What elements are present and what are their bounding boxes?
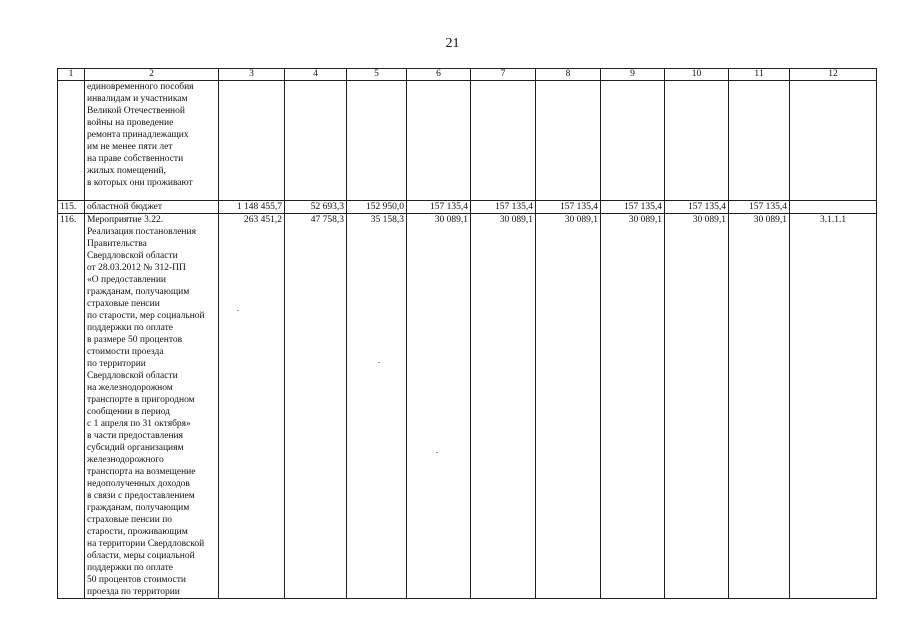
- value-cell: [219, 81, 285, 201]
- description-line: на праве собственности: [87, 154, 184, 164]
- description-line: по старости, мер социальной: [87, 311, 205, 321]
- description-line: Свердловской области: [87, 251, 178, 261]
- description-line: Свердловской области: [87, 371, 178, 381]
- description-line: транспорта на возмещение: [87, 467, 196, 477]
- description-line: войны на проведение: [87, 118, 174, 128]
- value-cell: [471, 81, 536, 201]
- row-number-cell: 115.: [58, 201, 85, 214]
- description-line: транспорте в пригородном: [87, 395, 195, 405]
- scan-speck: [378, 362, 380, 363]
- page-number: 21: [445, 36, 460, 51]
- column-header: 10: [665, 69, 729, 81]
- description-cell: [85, 81, 219, 201]
- column-header: 1: [58, 69, 85, 81]
- column-header: 12: [790, 69, 877, 81]
- value-cell: 157 135,4: [407, 201, 471, 214]
- description-line: на железнодорожном: [87, 383, 173, 393]
- description-line: ремонта принадлежащих: [87, 130, 189, 140]
- description-line: страховые пенсии: [87, 299, 160, 309]
- description-line: Мероприятие 3.22.: [87, 215, 164, 225]
- description-line: гражданам, получающим: [87, 287, 190, 297]
- table-row-116: [58, 214, 877, 599]
- value-cell: 35 158,3: [347, 214, 407, 599]
- value-cell: 30 089,1: [536, 214, 601, 599]
- description-line: инвалидам и участникам: [87, 94, 188, 104]
- value-cell: 157 135,4: [665, 201, 729, 214]
- description-line: по территории: [87, 359, 146, 369]
- description-line: на территории Свердловской: [87, 539, 205, 549]
- row-number-cell: [58, 81, 85, 201]
- column-header: 11: [729, 69, 790, 81]
- table-row-115: [58, 201, 877, 214]
- description-line: в которых они проживают: [87, 178, 193, 188]
- column-header: 2: [85, 69, 219, 81]
- description-line: старости, проживающим: [87, 527, 188, 537]
- value-cell: 52 693,3: [285, 201, 347, 214]
- code-cell: [790, 81, 877, 201]
- column-header: 8: [536, 69, 601, 81]
- code-cell: [790, 201, 877, 214]
- value-cell: [347, 81, 407, 201]
- value-cell: 30 089,1: [471, 214, 536, 599]
- column-header: 4: [285, 69, 347, 81]
- description-line: в размере 50 процентов: [87, 335, 183, 345]
- description-line: недополученных доходов: [87, 479, 190, 489]
- value-cell: 157 135,4: [536, 201, 601, 214]
- value-cell: [536, 81, 601, 201]
- column-header: 5: [347, 69, 407, 81]
- description-line: стоимости проезда: [87, 347, 164, 357]
- value-cell: 157 135,4: [471, 201, 536, 214]
- description-line: с 1 апреля по 31 октября»: [87, 419, 191, 429]
- value-cell: [601, 81, 665, 201]
- description-line: железнодорожного: [87, 455, 164, 465]
- description-line: гражданам, получающим: [87, 503, 190, 513]
- value-cell: 157 135,4: [601, 201, 665, 214]
- value-cell: 47 758,3: [285, 214, 347, 599]
- description-line: поддержки по оплате: [87, 323, 173, 333]
- description-cell: областной бюджет: [85, 201, 219, 214]
- code-cell: 3.1.1.1: [790, 214, 877, 599]
- description-line: от 28.03.2012 № 312-ПП: [87, 263, 186, 273]
- value-cell: [665, 81, 729, 201]
- description-line: «О предоставлении: [87, 275, 167, 285]
- description-line: в связи с предоставлением: [87, 491, 195, 501]
- description-line: проезда по территории: [87, 587, 180, 597]
- description-line: единовременного пособия: [87, 82, 194, 92]
- description-line: Великой Отечественной: [87, 106, 185, 116]
- description-cell: [85, 214, 219, 599]
- scan-speck: [237, 310, 239, 311]
- column-header: 7: [471, 69, 536, 81]
- description-line: субсидий организациям: [87, 443, 184, 453]
- budget-table: [57, 68, 877, 599]
- description-line: жилых помещений,: [87, 166, 166, 176]
- description-line: в части предоставления: [87, 431, 183, 441]
- description-line: Правительства: [87, 239, 147, 249]
- table-row-continuation: [58, 81, 877, 201]
- description-line: страховые пенсии по: [87, 515, 173, 525]
- value-cell: 157 135,4: [729, 201, 790, 214]
- row-number-cell: 116.: [58, 214, 85, 599]
- value-cell: [729, 81, 790, 201]
- column-header: 6: [407, 69, 471, 81]
- value-cell: 263 451,2: [219, 214, 285, 599]
- description-line: сообщении в период: [87, 407, 171, 417]
- scan-speck: [436, 452, 438, 453]
- value-cell: 152 950,0: [347, 201, 407, 214]
- column-header: 3: [219, 69, 285, 81]
- value-cell: 30 089,1: [407, 214, 471, 599]
- column-header-row: [58, 69, 877, 81]
- value-cell: 30 089,1: [665, 214, 729, 599]
- description-line: Реализация постановления: [87, 227, 196, 237]
- description-line: поддержки по оплате: [87, 563, 173, 573]
- value-cell: [407, 81, 471, 201]
- value-cell: 1 148 455,7: [219, 201, 285, 214]
- description-line: им не менее пяти лет: [87, 142, 173, 152]
- description-line: области, меры социальной: [87, 551, 195, 561]
- value-cell: [285, 81, 347, 201]
- value-cell: 30 089,1: [729, 214, 790, 599]
- value-cell: 30 089,1: [601, 214, 665, 599]
- column-header: 9: [601, 69, 665, 81]
- description-line: 50 процентов стоимости: [87, 575, 187, 585]
